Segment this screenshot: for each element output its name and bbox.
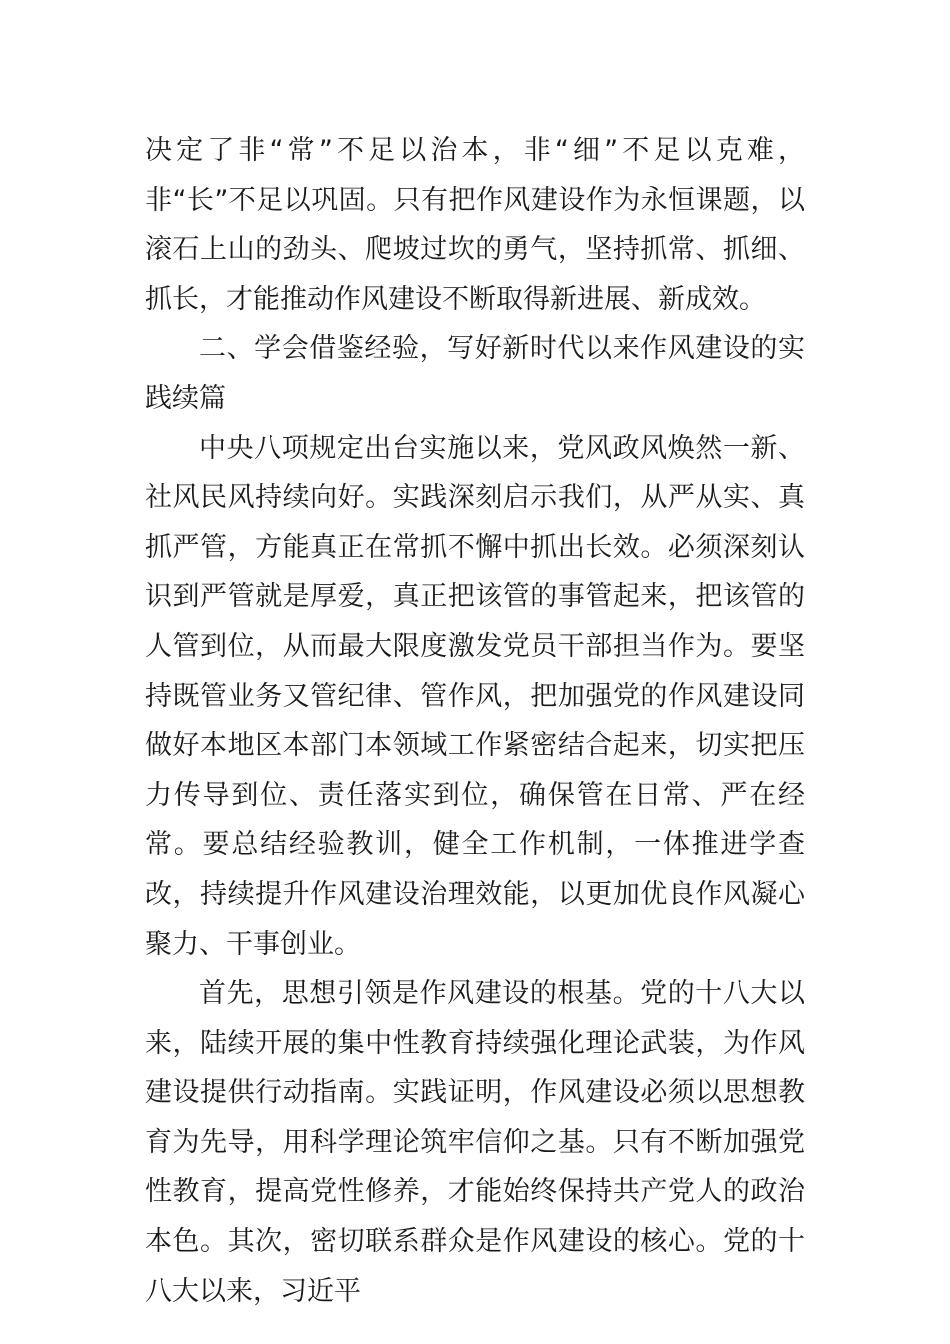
paragraph: 中央八项规定出台实施以来，党风政风焕然一新、社风民风持续向好。实践深刻启示我们，从严从实、真抓严管，方能真正在常抓不懈中抓出长效。必须深刻认识到严管就是厚爱，真正把该管的事管起来，把该管的人管到位，从而最大限度激发党员干部担当作为。要坚持既管业务又管纪律、管作风，把加强党的作风建设同做好本地区本部门本领域工作紧密结合起来，切实把压力传导到位、责任落实到位，确保管在日常、严在经常。要总结经验教训，健全工作机制，一体推进学查改，持续提升作风建设治理效能，以更加优良作风凝心聚力、干事创业。 [145, 432, 805, 960]
paragraph-continuation: 决定了非“常”不足以治本，非“细”不足以克难，非“长”不足以巩固。只有把作风建设作为永恒课题，以滚石上山的劲头、爬坡过坎的勇气，坚持抓常、抓细、抓长，才能推动作风建设不断取得新进展、新成效。 [145, 135, 805, 315]
section-heading: 二、学会借鉴经验，写好新时代以来作风建设的实践续篇 [145, 333, 805, 414]
document-body [145, 126, 805, 1316]
paragraph: 首先，思想引领是作风建设的根基。党的十八大以来，陆续开展的集中性教育持续强化理论武装，为作风建设提供行动指南。实践证明，作风建设必须以思想教育为先导，用科学理论筑牢信仰之基。只有不断加强党性教育，提高党性修养，才能始终保持共产党人的政治本色。其次，密切联系群众是作风建设的核心。党的十八大以来，习近平 [145, 978, 805, 1307]
